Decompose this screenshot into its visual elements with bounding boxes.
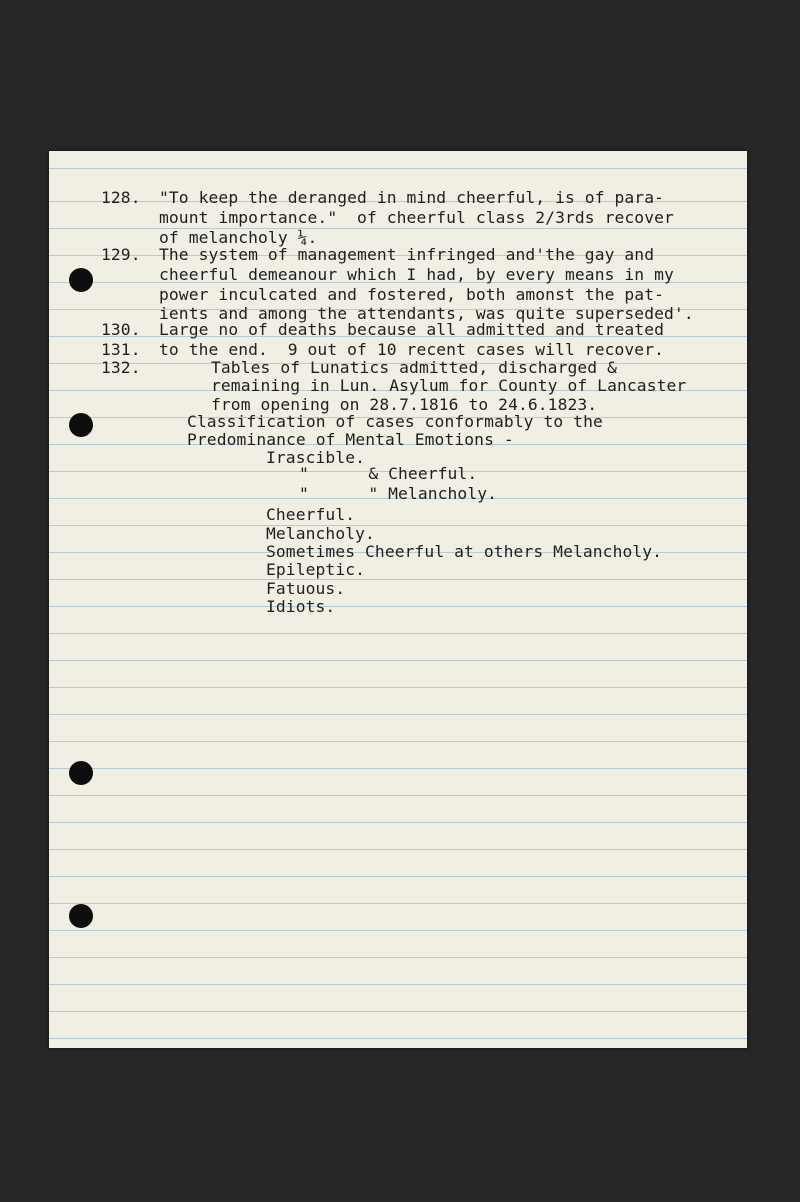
classification-item: Irascible. — [266, 448, 366, 467]
classification-item: Melancholy. — [266, 524, 375, 543]
entry-line: "To keep the deranged in mind cheerful, is of para- — [159, 188, 665, 207]
entry-line: of melancholy ¼. — [159, 228, 318, 247]
entry-line: cheerful demeanour which I had, by every means in my — [159, 265, 674, 284]
entry-number: 131. — [101, 340, 141, 359]
entry-line: ients and among the attendants, was quite superseded'. — [159, 304, 694, 323]
punch-hole — [69, 413, 93, 437]
entry-number: 130. — [101, 320, 141, 339]
classification-item: Fatuous. — [266, 579, 346, 598]
classification-item: Epileptic. — [266, 560, 366, 579]
classification-heading: Predominance of Mental Emotions - — [187, 430, 514, 449]
entry-line: power inculcated and fostered, both amonst the pat- — [159, 285, 665, 304]
classification-item: Sometimes Cheerful at others Melancholy. — [266, 542, 663, 561]
classification-item: Idiots. — [266, 597, 336, 616]
entry-line: from opening on 28.7.1816 to 24.6.1823. — [211, 395, 598, 414]
entry-number: 132. — [101, 358, 141, 377]
classification-item: " & Cheerful. — [299, 464, 478, 483]
entry-number: 129. — [101, 245, 141, 264]
classification-item: " " Melancholy. — [299, 484, 498, 503]
classification-item: Cheerful. — [266, 505, 356, 524]
entry-line: Tables of Lunatics admitted, discharged & — [211, 358, 617, 377]
entry-line: to the end. 9 out of 10 recent cases will recover. — [159, 340, 665, 359]
punch-hole — [69, 904, 93, 928]
typed-page — [49, 151, 747, 1048]
entry-line: The system of management infringed and'the gay and — [159, 245, 655, 264]
punch-hole — [69, 761, 93, 785]
entry-line: Large no of deaths because all admitted and treated — [159, 320, 665, 339]
entry-number: 128. — [101, 188, 141, 207]
classification-heading: Classification of cases conformably to the — [187, 412, 603, 431]
punch-hole — [69, 268, 93, 292]
entry-line: mount importance." of cheerful class 2/3rds recover — [159, 208, 674, 227]
entry-line: remaining in Lun. Asylum for County of Lancaster — [211, 376, 687, 395]
